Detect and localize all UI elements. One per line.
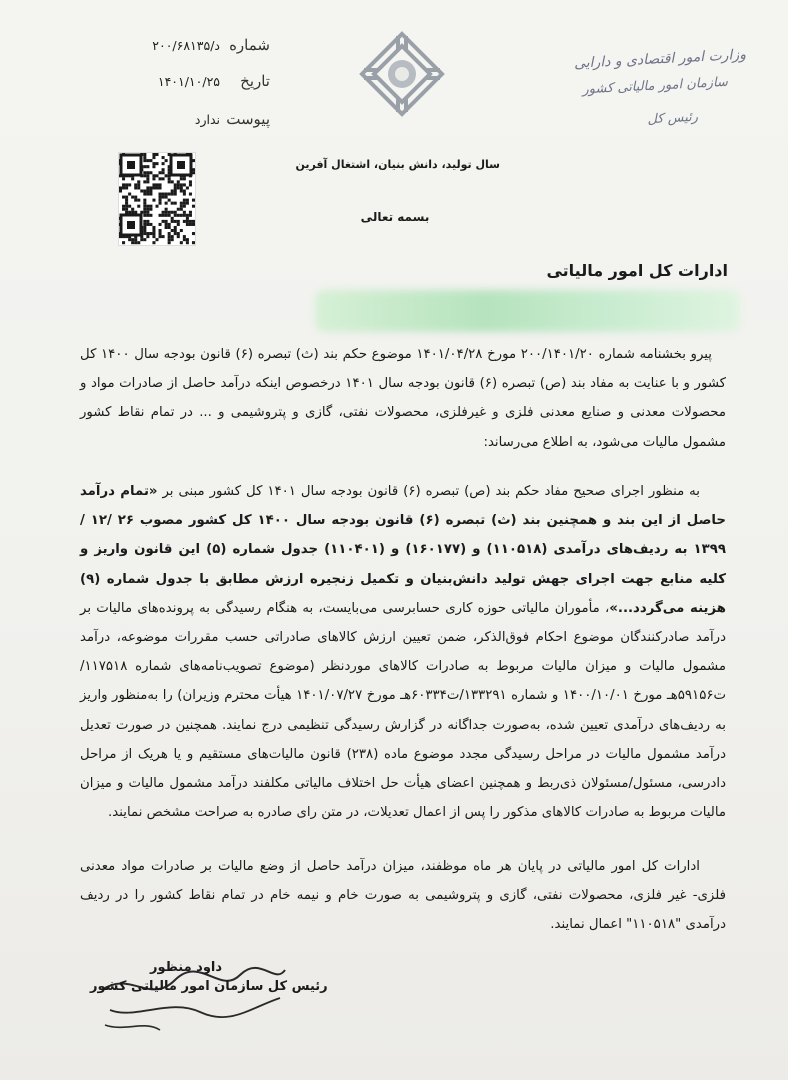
paragraph-2-intro: به منظور اجرای صحیح مفاد حکم بند (ص) تبصره (۶) قانون بودجه سال ۱۴۰۱ کل کشور مبنی بر [157,484,701,499]
paragraph-2-quoted-law: «تمام درآمد حاصل از این بند و همچنین بند (ث) تبصره (۶) قانون بودجه سال ۱۴۰۰ کل کشور مصوب ۲۶ /۱۲ /۱۳۹۹ به ردیف‌های درآمدی (۱۱۰۵۱۸) و (۱۶۰۱۷۷) و (۱۱۰۴۰۱) جدول شماره (۵) این قانون واریز و کلیه منابع جهت اجرای جهش تولید دانش‌بنیان و تکمیل زنجیره ارزش مطابق با جدول شماره (۹) هزینه می‌گردد...» [80,484,727,616]
body-paragraph-2 [80,477,726,827]
basmala: بسمه تعالی [360,210,430,224]
ministry-line-3: رئیس کل [647,109,699,128]
paragraph-2-instructions: ، مأموران مالیاتی حوزه کاری حسابرسی می‌بایست، به هنگام رسیدگی به پرونده‌های مالیات بر درآمد صادرکنندگان موضوع احکام فوق‌الذکر، ضمن تعیین ارزش کالاهای صادراتی حسب مقررات موضوعه، درآمد مشمول مالیات و میزان مالیات مربوط به صادرات کالاهای موردنظر (موضوع تصویب‌نامه‌های شماره ۱۱۷۵۱۸/ت۵۹۱۵۶هـ مورخ ۱۴۰۰/۱۰/۰۱ و شماره ۱۳۳۲۹۱/ت۶۰۳۳۴هـ مورخ ۱۴۰۱/۰۷/۲۷ هیأت محترم وزیران) را به‌منظور واریز به ردیف‌های درآمدی تعیین شده، به‌صورت جداگانه در گزارش رسیدگی تنظیمی درج نمایند. همچنین در صورت تعدیل درآمد مشمول مالیات در مراحل رسیدگی مجدد موضوع ماده (۲۳۸) قانون مالیات‌های مستقیم و یا هریک از مراحل دادرسی، مسئول/مسئولان ذی‌ربط و همچنین اعضای هیأت حل اختلاف مالیاتی مکلفند درآمد مشمول مالیات و میزان مالیات مربوط به صادرات کالاهای مذکور را پس از اعمال تعدیلات، در متن رای صادره به صراحت مشخص نمایند. [80,600,727,821]
date-label: تاریخ [240,72,270,90]
body-paragraph-1: پیرو بخشنامه شماره ۲۰۰/۱۴۰۱/۲۰ مورخ ۱۴۰۱/۰۴/۲۸ موضوع حکم بند (ث) تبصره (۶) قانون بودجه سال ۱۴۰۰ کل کشور و با عنایت به مفاد بند (ص) تبصره (۶) قانون بودجه سال ۱۴۰۱ درخصوص اینکه درآمد حاصل از صادرات مواد و محصولات معدنی و صنایع معدنی فلزی و غیرفلزی، محصولات نفتی، گازی و پتروشیمی و ... در تمام نقاط کشور مشمول مالیات می‌شود، به اطلاع می‌رساند: [80,347,727,450]
year-slogan: سال تولید، دانش بنیان، اشتغال آفرین [295,158,500,171]
letter-number-row [120,36,270,58]
ministry-line-2: سازمان امور مالیاتی کشور [582,74,729,98]
emblem-logo [358,30,446,118]
ministry-line-1: وزارت امور اقتصادی و دارایی [573,46,747,72]
attachment-label: پیوست [226,110,270,128]
signer-name: داود منظور [150,960,223,975]
body-paragraph-3: ادارات کل امور مالیاتی در پایان هر ماه موظفند، میزان درآمد حاصل از وضع مالیات بر صادرات مواد معدنی فلزی- غیر فلزی، محصولات نفتی، گازی و پتروشیمی به صورت خام و نیمه خام در تمام نقاط کشور را در ردیف درآمدی "۱۱۰۵۱۸" اعمال نمایند. [80,859,726,932]
number-value: د/۲۰۰/۶۸۱۳۵ [152,38,220,53]
redacted-region [315,290,740,332]
letter-attachment-row [120,110,270,132]
letter-date-row [120,72,270,94]
number-label: شماره [229,36,270,54]
signer-title: رئیس کل سازمان امور مالیاتی کشور [90,979,328,994]
qr-code [118,152,196,246]
addressee: ادارات کل امور مالیاتی [546,261,728,280]
date-value: ۱۴۰۱/۱۰/۲۵ [157,74,220,89]
attachment-value: ندارد [194,112,220,127]
